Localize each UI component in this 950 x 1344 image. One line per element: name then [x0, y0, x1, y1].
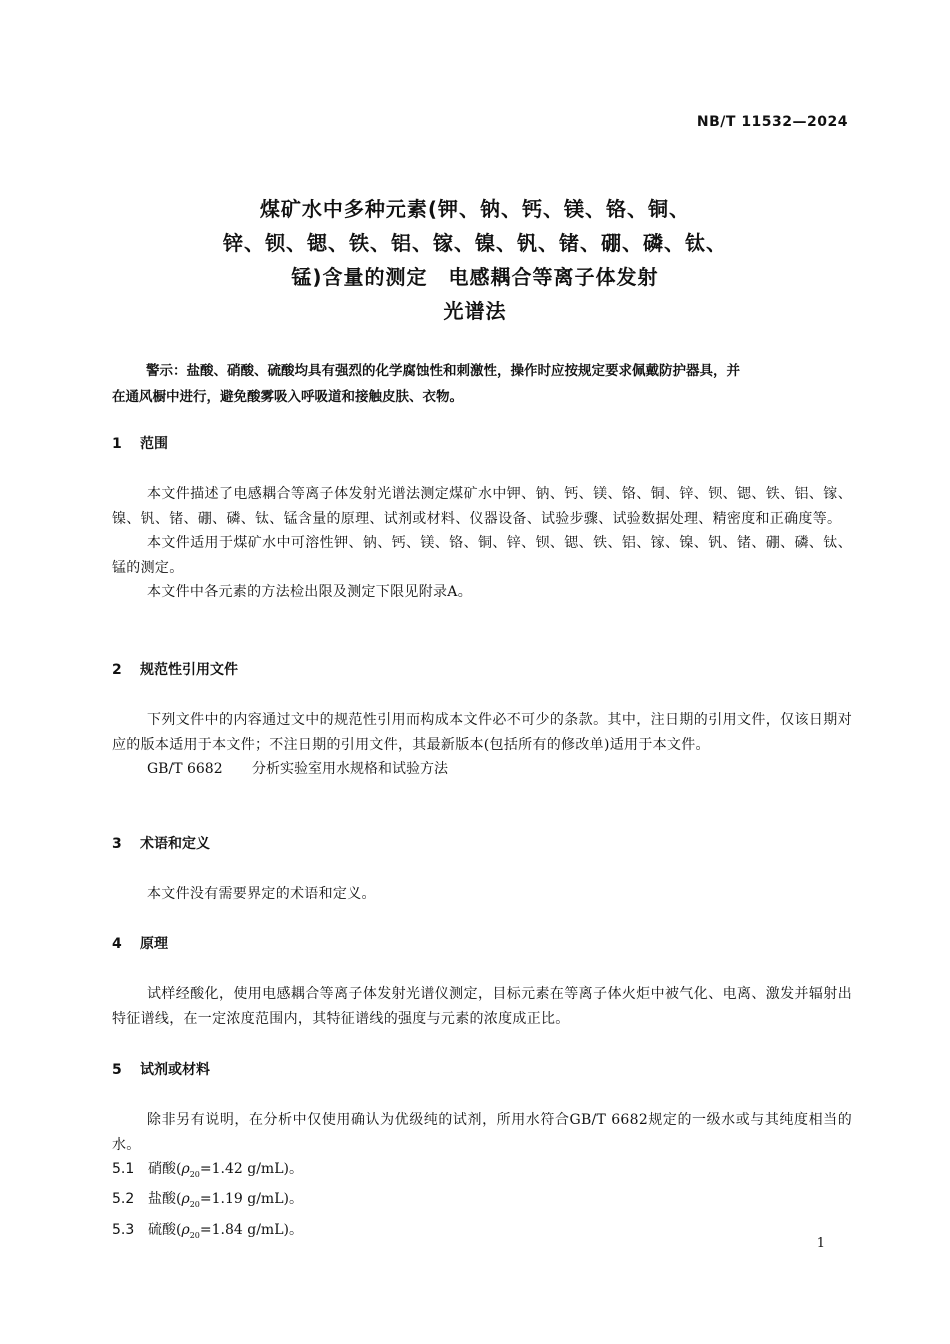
section-number: 5	[112, 1062, 122, 1078]
section-scope	[112, 432, 852, 605]
section-title: 范围	[140, 436, 168, 452]
density-subscript: 20	[189, 1230, 200, 1240]
document-code: NB/T 11532—2024	[696, 114, 848, 130]
reference-entry	[112, 757, 852, 782]
warning-line: 警示：盐酸、硝酸、硫酸均具有强烈的化学腐蚀性和刺激性，操作时应按规定要求佩戴防护器具，并	[146, 363, 740, 379]
section-title: 原理	[140, 936, 168, 952]
section-terms	[112, 832, 852, 907]
section-reagents	[112, 1058, 852, 1248]
title-line: 煤矿水中多种元素(钾、钠、钙、镁、铬、铜、	[259, 197, 691, 221]
density-value: =1.84 g/mL)。	[199, 1221, 303, 1238]
section-number: 1	[112, 436, 122, 452]
density-subscript: 20	[189, 1169, 200, 1179]
item-number: 5.2	[112, 1191, 135, 1208]
reagent-item	[112, 1218, 852, 1248]
title-line: 光谱法	[443, 299, 507, 323]
section-number: 3	[112, 836, 122, 852]
section-heading	[112, 832, 852, 856]
document-title	[0, 192, 950, 328]
density-symbol: ρ	[181, 1161, 190, 1177]
paragraph: 本文件适用于煤矿水中可溶性钾、钠、钙、镁、铬、铜、锌、钡、锶、铁、铝、镓、镍、钒、锗、硼、磷、钛、锰的测定。	[112, 535, 852, 576]
section-title: 试剂或材料	[140, 1062, 210, 1078]
section-number: 4	[112, 936, 122, 952]
density-symbol: ρ	[181, 1191, 190, 1208]
paragraph: 除非另有说明，在分析中仅使用确认为优级纯的试剂，所用水符合GB/T 6682规定的一级水或与其纯度相当的水。	[112, 1112, 852, 1153]
section-heading	[112, 658, 852, 682]
item-number: 5.1	[112, 1161, 135, 1177]
warning-line: 在通风橱中进行，避免酸雾吸入呼吸道和接触皮肤、衣物。	[112, 389, 463, 405]
reference-code: GB/T 6682	[147, 761, 223, 777]
page-number: 1	[816, 1236, 825, 1251]
density-subscript: 20	[189, 1200, 200, 1210]
item-number: 5.3	[112, 1221, 135, 1238]
reagent-name: 硫酸(	[148, 1221, 182, 1238]
section-title: 术语和定义	[140, 836, 210, 852]
section-title: 规范性引用文件	[140, 662, 238, 678]
section-heading	[112, 432, 852, 456]
section-number: 2	[112, 662, 122, 678]
density-value: =1.42 g/mL)。	[199, 1161, 303, 1177]
section-principle	[112, 932, 852, 1031]
section-heading	[112, 932, 852, 956]
reagent-item	[112, 1187, 852, 1217]
density-value: =1.19 g/mL)。	[199, 1191, 303, 1208]
density-symbol: ρ	[181, 1221, 190, 1238]
section-normative-references	[112, 658, 852, 782]
paragraph: 本文件中各元素的方法检出限及测定下限见附录A。	[147, 584, 473, 600]
section-heading	[112, 1058, 852, 1082]
title-line: 锰)含量的测定 电感耦合等离子体发射	[291, 265, 659, 289]
paragraph: 试样经酸化，使用电感耦合等离子体发射光谱仪测定，目标元素在等离子体火炬中被气化、电离、激发并辐射出特征谱线，在一定浓度范围内，其特征谱线的强度与元素的浓度成正比。	[112, 986, 852, 1027]
paragraph: 本文件没有需要界定的术语和定义。	[147, 886, 376, 902]
reagent-name: 盐酸(	[148, 1191, 182, 1208]
paragraph: 本文件描述了电感耦合等离子体发射光谱法测定煤矿水中钾、钠、钙、镁、铬、铜、锌、钡、锶、铁、铝、镓、镍、钒、锗、硼、磷、钛、锰含量的原理、试剂或材料、仪器设备、试验步骤、试验数据处理、精密度和正确度等。	[112, 486, 852, 527]
warning-notice	[112, 358, 852, 410]
reagent-name: 硝酸(	[148, 1161, 182, 1177]
reference-title: 分析实验室用水规格和试验方法	[252, 761, 448, 777]
reagent-item	[112, 1157, 852, 1187]
title-line: 锌、钡、锶、铁、铝、镓、镍、钒、锗、硼、磷、钛、	[223, 231, 727, 255]
paragraph: 下列文件中的内容通过文中的规范性引用而构成本文件必不可少的条款。其中，注日期的引用文件，仅该日期对应的版本适用于本文件；不注日期的引用文件，其最新版本(包括所有的修改单)适用于本文件。	[112, 712, 852, 753]
